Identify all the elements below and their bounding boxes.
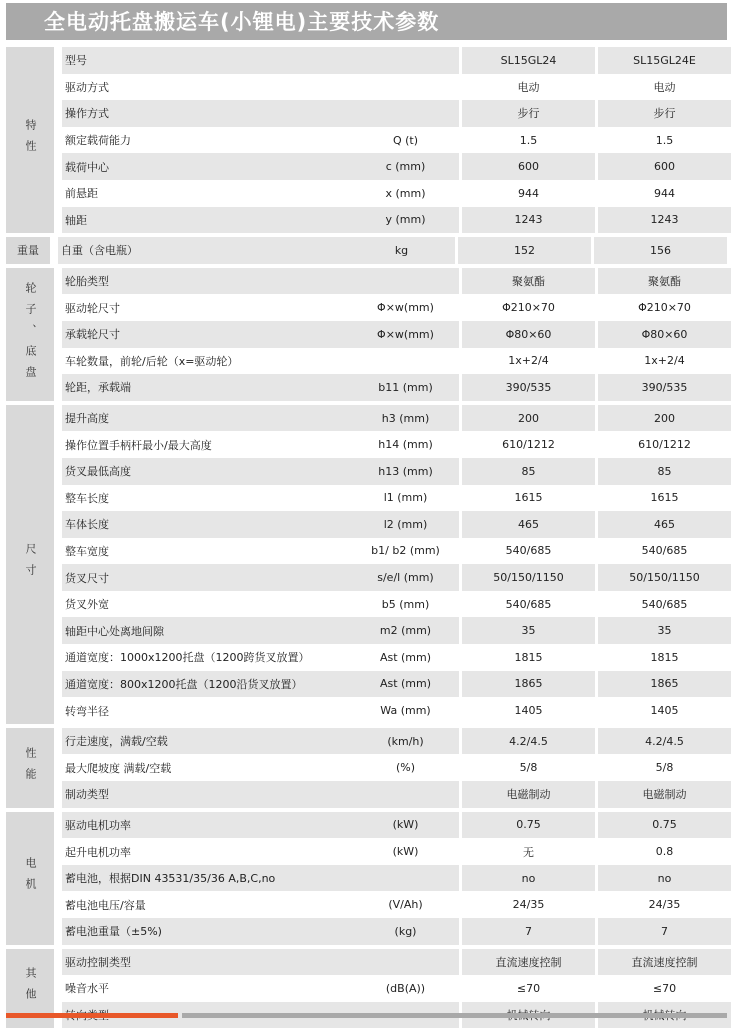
value-model-1: 电磁制动 [459,781,595,808]
table-row [62,617,731,644]
group-rows [62,812,731,945]
table-row [62,949,731,976]
value-model-2: 1815 [595,644,731,671]
param-name [62,980,352,996]
param-name-text: 驱动方式 [65,80,109,94]
param-name [62,379,352,395]
param-name-text: 制动类型 [65,788,109,802]
param-name [62,923,352,939]
param-name [62,353,352,369]
value-model-1: 24/35 [459,891,595,918]
param-name [62,437,352,453]
value-model-2: 35 [595,617,731,644]
param-unit: m2 (mm) [379,624,432,638]
value-model-1: 1.5 [459,127,595,154]
param-name [62,954,352,970]
value-model-2: 1243 [595,207,731,234]
table-row [62,511,731,538]
table-row [62,781,731,808]
table-row [62,153,731,180]
param-name-text: 整车长度 [65,491,109,505]
param-name-text: 蓄电池电压/容量 [65,898,146,912]
value-model-1: 540/685 [459,538,595,565]
value-model-2: SL15GL24E [595,47,731,74]
value-model-1: 540/685 [459,591,595,618]
value-model-2: 4.2/4.5 [595,728,731,755]
param-unit: c (mm) [385,160,426,174]
value-model-2: 聚氨酯 [595,268,731,295]
footer-accent-bar [6,1013,178,1018]
value-model-2: 85 [595,458,731,485]
value-model-1: 35 [459,617,595,644]
value-model-2: 1615 [595,485,731,512]
table-row [62,838,731,865]
value-model-2: 200 [595,405,731,432]
param-unit: x (mm) [385,186,426,200]
param-name [62,79,352,95]
param-name [62,410,352,426]
param-name-text: 驱动控制类型 [65,955,131,969]
param-name [58,242,348,258]
param-name-text: 通道宽度：800x1200托盘（1200沿货叉放置） [65,677,303,691]
group-rows [62,268,731,401]
param-name-text: 通道宽度：1000x1200托盘（1200跨货叉放置） [65,651,310,665]
param-name [62,132,352,148]
param-unit: (kg) [394,924,417,938]
param-name-text: 起升电机功率 [65,845,131,859]
param-name-text: 整车宽度 [65,544,109,558]
param-name-text: 提升高度 [65,412,109,426]
param-unit: (kW) [392,845,419,859]
param-name-text: 噪音水平 [65,982,109,996]
param-name-text: 载荷中心 [65,160,109,174]
group-label: 轮子、底盘 [6,268,54,401]
param-name [62,870,352,886]
param-unit: b1/ b2 (mm) [371,544,440,558]
value-model-1: 4.2/4.5 [459,728,595,755]
group-rows [58,237,727,264]
value-model-1: 50/150/1150 [459,564,595,591]
table-row [62,405,731,432]
value-model-1: SL15GL24 [459,47,595,74]
param-name-text: 操作方式 [65,107,109,121]
value-model-2: 465 [595,511,731,538]
param-name [62,212,352,228]
param-name [62,786,352,802]
param-name [62,185,352,201]
table-row [62,697,731,724]
param-unit: (km/h) [387,734,424,748]
table-row [62,321,731,348]
value-model-2: 156 [591,237,727,264]
table-row [62,458,731,485]
param-name [62,300,352,316]
group-rows [62,47,731,233]
value-model-1: 600 [459,153,595,180]
table-row [62,47,731,74]
value-model-1: Φ80×60 [459,321,595,348]
value-model-2: 610/1212 [595,431,731,458]
param-name [62,596,352,612]
param-unit: b11 (mm) [378,380,433,394]
value-model-2: 1x+2/4 [595,348,731,375]
param-unit: Φ×w(mm) [377,327,434,341]
param-unit: h13 (mm) [378,464,433,478]
value-model-2: 390/535 [595,374,731,401]
value-model-2: no [595,865,731,892]
table-row [62,268,731,295]
spec-group [6,268,727,401]
value-model-2: 7 [595,918,731,945]
param-name-text: 承载轮尺寸 [65,328,120,342]
value-model-2: 540/685 [595,591,731,618]
value-model-1: 直流速度控制 [459,949,595,976]
spec-table [6,47,727,1032]
spec-group [6,405,727,724]
param-unit: h3 (mm) [381,411,430,425]
table-row [62,294,731,321]
value-model-1: 聚氨酯 [459,268,595,295]
param-name-text: 额定载荷能力 [65,134,131,148]
value-model-2: 电动 [595,74,731,101]
title-bar [6,3,727,40]
param-unit: l1 (mm) [383,491,428,505]
value-model-1: 200 [459,405,595,432]
table-row [62,374,731,401]
param-name [62,733,352,749]
group-label: 重量 [6,237,50,264]
param-name [62,623,352,639]
value-model-1: Φ210×70 [459,294,595,321]
value-model-2: 5/8 [595,754,731,781]
group-rows [62,405,731,724]
group-rows [62,728,731,808]
param-name-text: 驱动电机功率 [65,818,131,832]
param-name-text: 车体长度 [65,518,109,532]
value-model-2: 944 [595,180,731,207]
param-name [62,490,352,506]
table-row [62,431,731,458]
param-name [62,817,352,833]
param-name [62,326,352,342]
value-model-1: 电动 [459,74,595,101]
param-name-text: 车轮数量，前轮/后轮（x=驱动轮） [65,354,239,368]
table-row [62,865,731,892]
spec-group [6,237,727,264]
value-model-1: 465 [459,511,595,538]
param-name-text: 货叉外宽 [65,598,109,612]
param-unit: (V/Ah) [388,898,423,912]
param-unit: Q (t) [392,133,419,147]
table-row [62,644,731,671]
param-name-text: 蓄电池，根据DIN 43531/35/36 A,B,C,no [65,872,276,886]
param-unit: h14 (mm) [378,438,433,452]
table-row [62,728,731,755]
value-model-2: 0.75 [595,812,731,839]
param-name-text: 轴距 [65,213,87,227]
value-model-2: 直流速度控制 [595,949,731,976]
table-row [62,564,731,591]
param-name-text: 最大爬坡度 满载/空载 [65,761,172,775]
value-model-1: 无 [459,838,595,865]
group-label: 特性 [6,47,54,233]
table-row [62,207,731,234]
param-name-text: 转弯半径 [65,704,109,718]
table-row [62,671,731,698]
table-row [62,348,731,375]
table-row [62,538,731,565]
param-name-text: 轮距，承载端 [65,381,131,395]
value-model-2: 电磁制动 [595,781,731,808]
value-model-1: 1243 [459,207,595,234]
param-name-text: 自重（含电瓶） [61,244,138,258]
param-name [62,703,352,719]
value-model-2: 1405 [595,697,731,724]
param-unit: (kW) [392,818,419,832]
param-unit: kg [394,243,409,257]
value-model-1: 0.75 [459,812,595,839]
param-unit: l2 (mm) [383,517,428,531]
param-unit: (%) [395,761,416,775]
table-row [62,127,731,154]
group-label: 性能 [6,728,54,808]
table-row [62,591,731,618]
value-model-2: 600 [595,153,731,180]
param-name [62,649,352,665]
value-model-1: 85 [459,458,595,485]
value-model-2: Φ80×60 [595,321,731,348]
value-model-2: 1.5 [595,127,731,154]
value-model-2: 540/685 [595,538,731,565]
param-name-text: 行走速度，满载/空载 [65,735,168,749]
value-model-1: 7 [459,918,595,945]
value-model-2: ≤70 [595,975,731,1002]
value-model-2: 步行 [595,100,731,127]
param-name [62,463,352,479]
param-name-text: 货叉最低高度 [65,465,131,479]
param-name-text: 操作位置手柄杆最小/最大高度 [65,438,212,452]
param-name [62,844,352,860]
value-model-1: 1865 [459,671,595,698]
param-name-text: 轮胎类型 [65,275,109,289]
param-unit: Ast (mm) [379,677,432,691]
table-row [62,100,731,127]
param-name [62,516,352,532]
value-model-1: 610/1212 [459,431,595,458]
table-row [62,975,731,1002]
param-unit: (dB(A)) [385,981,426,995]
param-name-text: 轴距中心处离地间隙 [65,624,164,638]
page-title: 全电动托盘搬运车(小锂电)主要技术参数 [44,10,440,34]
param-unit: Wa (mm) [380,704,431,718]
param-unit: y (mm) [385,213,426,227]
param-name [62,159,352,175]
spec-group [6,728,727,808]
table-row [62,754,731,781]
param-name [62,52,352,68]
value-model-1: 步行 [459,100,595,127]
table-row [62,74,731,101]
value-model-2: Φ210×70 [595,294,731,321]
table-row [62,891,731,918]
value-model-1: 1815 [459,644,595,671]
spec-group [6,812,727,945]
param-name-text: 驱动轮尺寸 [65,301,120,315]
param-name-text: 型号 [65,54,87,68]
group-label: 其他 [6,949,54,1029]
table-row [62,485,731,512]
param-unit: s/e/l (mm) [377,571,434,585]
value-model-2: 50/150/1150 [595,564,731,591]
param-name [62,105,352,121]
spec-group [6,47,727,233]
value-model-2: 24/35 [595,891,731,918]
param-unit: Φ×w(mm) [377,301,434,315]
param-name-text: 蓄电池重量（±5%) [65,925,162,939]
value-model-1: 5/8 [459,754,595,781]
param-name [62,897,352,913]
value-model-1: no [459,865,595,892]
value-model-1: 390/535 [459,374,595,401]
value-model-2: 0.8 [595,838,731,865]
param-name-text: 前悬距 [65,187,98,201]
value-model-1: ≤70 [459,975,595,1002]
param-name [62,273,352,289]
value-model-2: 1865 [595,671,731,698]
table-row [62,180,731,207]
table-row [62,918,731,945]
value-model-1: 152 [455,237,591,264]
param-name [62,676,352,692]
value-model-1: 944 [459,180,595,207]
param-unit: Ast (mm) [379,650,432,664]
group-label: 电机 [6,812,54,945]
value-model-1: 1615 [459,485,595,512]
table-row [58,237,727,264]
param-name-text: 货叉尺寸 [65,571,109,585]
footer-gray-bar [182,1013,727,1018]
param-name [62,543,352,559]
value-model-1: 1x+2/4 [459,348,595,375]
param-unit: b5 (mm) [381,597,430,611]
table-row [62,812,731,839]
param-name [62,570,352,586]
param-name [62,760,352,776]
value-model-1: 1405 [459,697,595,724]
group-label: 尺寸 [6,405,54,724]
